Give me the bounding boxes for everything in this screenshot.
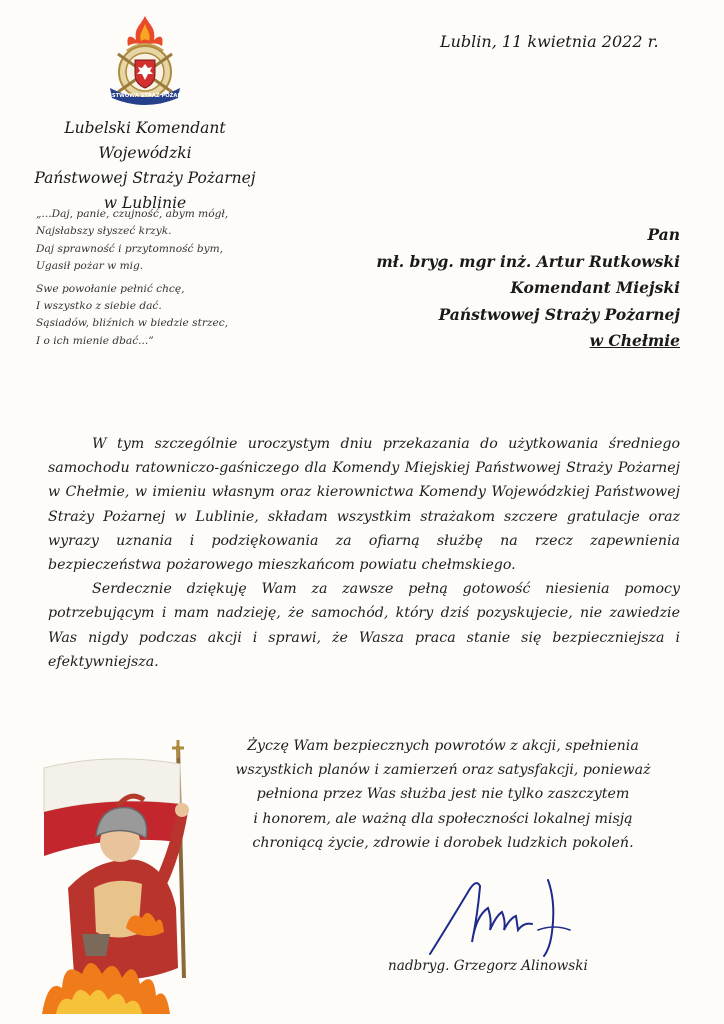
sender-title: Lubelski Komendant Wojewódzki bbox=[64, 119, 226, 162]
recipient-name: mł. bryg. mgr inż. Artur Rutkowski bbox=[376, 251, 680, 271]
poem-line: Swe powołanie pełnić chcę, bbox=[36, 282, 185, 295]
closing-line: pełniona przez Was służba jest nie tylko zaszczytem bbox=[256, 786, 630, 803]
sender-organization: Państwowej Straży Pożarnej bbox=[34, 169, 256, 187]
poem-line: Sąsiadów, bliźnich w biedzie strzec, bbox=[36, 317, 229, 330]
recipient-block bbox=[300, 222, 680, 355]
poem-stanza-1 bbox=[36, 206, 296, 276]
closing-paragraph bbox=[206, 734, 680, 855]
poem-quote bbox=[36, 206, 296, 355]
recipient-city: w Chełmie bbox=[589, 331, 680, 350]
closing-line: Życzę Wam bezpiecznych powrotów z akcji, spełnienia bbox=[247, 738, 639, 754]
poem-line: I o ich mienie dbać...” bbox=[36, 334, 154, 347]
letter-body bbox=[48, 432, 680, 674]
handwritten-signature-icon bbox=[420, 872, 590, 962]
saint-florian-illustration-icon bbox=[38, 738, 208, 1016]
poem-line: Najsłabszy słyszeć krzyk. bbox=[36, 225, 172, 238]
poem-stanza-2 bbox=[36, 281, 296, 351]
sender-city: w Lublinie bbox=[103, 194, 187, 212]
closing-line: wszystkich planów i zamierzeń oraz satysfakcji, ponieważ bbox=[235, 762, 651, 779]
recipient-organization: Państwowej Straży Pożarnej bbox=[438, 304, 680, 324]
closing-line: i honorem, ale ważną dla społeczności lokalnej misją bbox=[253, 810, 633, 827]
poem-line: Daj sprawność i przytomność bym, bbox=[36, 242, 224, 255]
letter-date: Lublin, 11 kwietnia 2022 r. bbox=[440, 32, 659, 51]
poem-line: I wszystko z siebie dać. bbox=[36, 300, 162, 313]
recipient-title: Komendant Miejski bbox=[510, 278, 680, 297]
closing-line: chroniącą życie, zdrowie i dorobek ludzkich pokoleń. bbox=[252, 834, 634, 851]
body-paragraph-1: W tym szczególnie uroczystym dniu przekazania do użytkowania średniego samochodu ratowniczo-gaśniczego dla Komendy Miejskiej Państwowej Straży Pożarnej w Chełmie, w imieniu własnym oraz kierownictwa Komendy Wojewódzkiej Państwowej Straży Pożarnej w Lublinie, składam wszystkim strażakom szczere gratulacje oraz wyrazy uznania i podziękowania za ofiarną służbę na rzecz zapewnienia bezpieczeństwa pożarowego mieszkańcom powiatu chełmskiego. bbox=[48, 436, 680, 574]
fire-service-emblem-icon bbox=[104, 14, 186, 106]
recipient-salutation: Pan bbox=[647, 225, 680, 244]
poem-line: „...Daj, panie, czujność, abym mógł, bbox=[36, 208, 229, 220]
body-paragraph-2: Serdecznie dziękuję Wam za zawsze pełną gotowość niesienia pomocy potrzebującym i mam nadzieję, że samochód, który dziś pozyskujecie, nie zawiedzie Was nigdy podczas akcji i sprawi, że Wasza praca stanie się bezpieczniejsza i efektywniejsza. bbox=[48, 581, 680, 670]
signer-name: nadbryg. Grzegorz Alinowski bbox=[388, 958, 588, 974]
svg-text:PAŃSTWOWA STRAŻ POŻARNA: PAŃSTWOWA STRAŻ POŻARNA bbox=[104, 93, 186, 99]
poem-line: Ugasił pożar w mig. bbox=[36, 260, 144, 273]
sender-block bbox=[20, 116, 270, 216]
